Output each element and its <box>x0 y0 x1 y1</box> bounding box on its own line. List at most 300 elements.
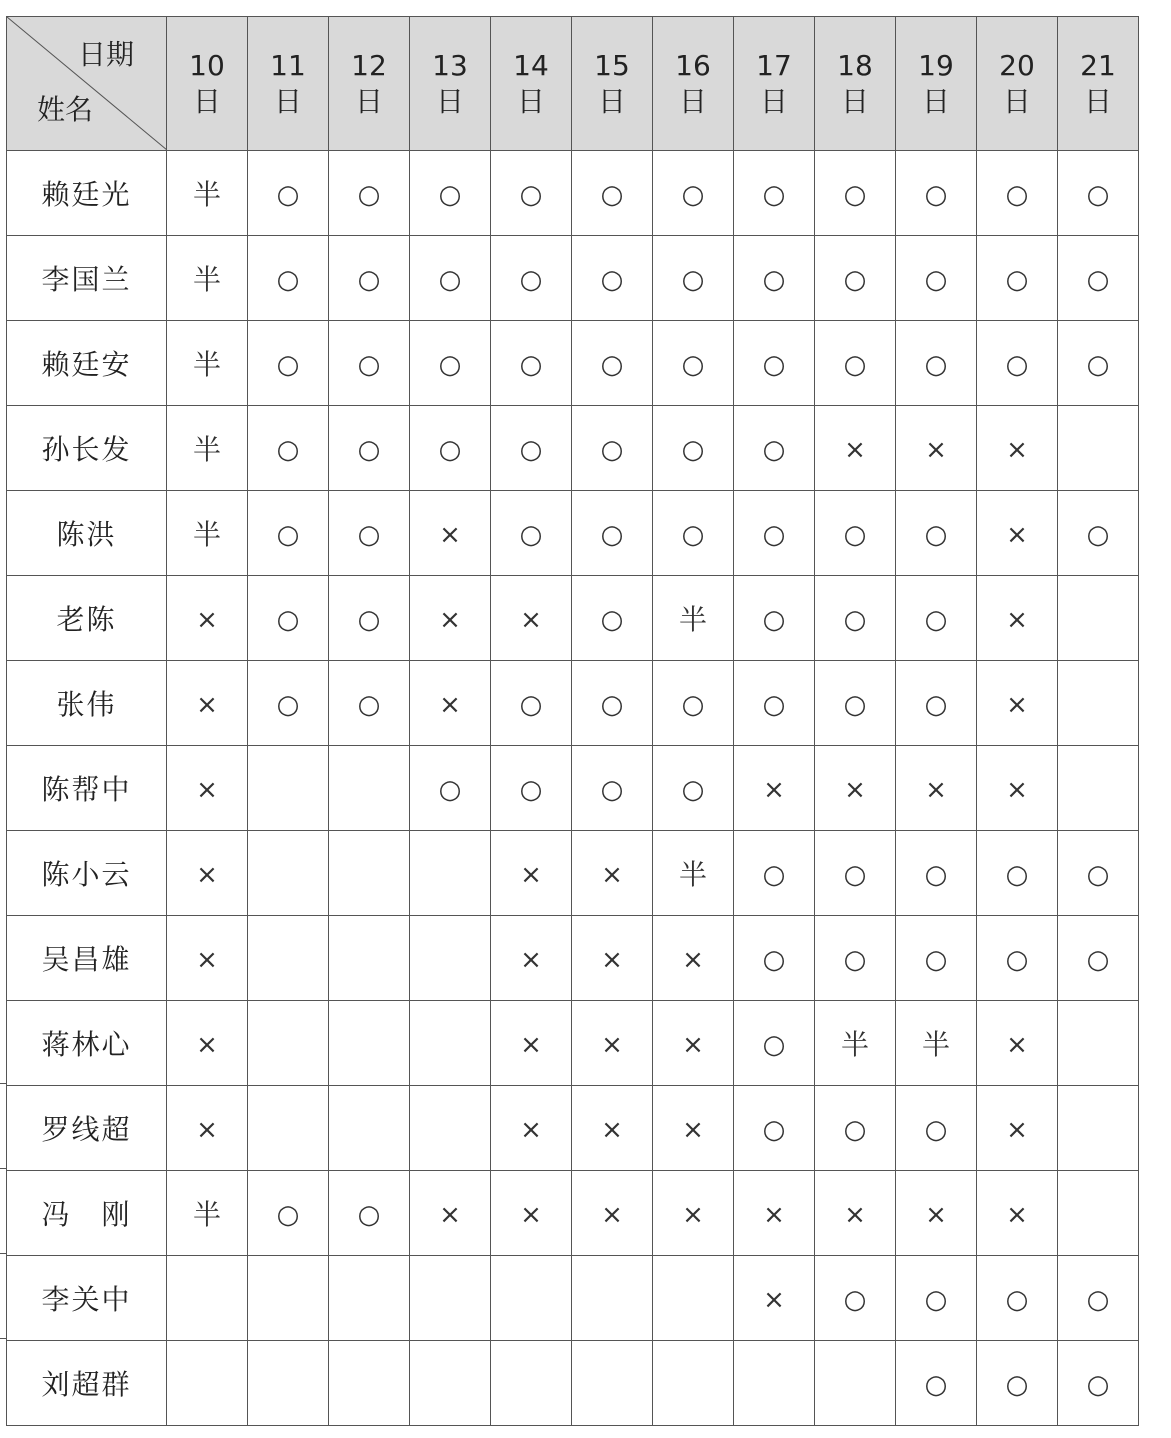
attendance-cell <box>1058 1171 1139 1256</box>
attendance-cell <box>329 1171 410 1256</box>
attendance-cell <box>248 1001 329 1086</box>
attendance-cell <box>734 236 815 321</box>
absent-mark: × <box>439 1199 461 1230</box>
day-number: 10 <box>189 48 225 82</box>
attendance-cell <box>572 831 653 916</box>
day-header-cell <box>491 17 572 151</box>
half-day-mark: 半 <box>192 178 221 211</box>
day-header-cell <box>896 17 977 151</box>
absent-mark: × <box>601 1199 623 1230</box>
full-day-mark: ○ <box>600 604 624 635</box>
attendance-cell <box>572 1001 653 1086</box>
table-row <box>7 746 1139 831</box>
day-unit: 日 <box>921 84 950 118</box>
person-name-cell: 冯 刚 <box>7 1171 167 1256</box>
full-day-mark: ○ <box>681 179 705 210</box>
attendance-cell <box>329 746 410 831</box>
full-day-mark: ○ <box>357 689 381 720</box>
attendance-cell <box>329 831 410 916</box>
full-day-mark: ○ <box>600 179 624 210</box>
day-unit: 日 <box>840 84 869 118</box>
full-day-mark: ○ <box>276 264 300 295</box>
day-number: 13 <box>432 48 468 82</box>
attendance-cell <box>977 1341 1058 1426</box>
attendance-cell <box>653 661 734 746</box>
full-day-mark: ○ <box>681 519 705 550</box>
attendance-cell <box>329 1341 410 1426</box>
attendance-cell <box>167 916 248 1001</box>
attendance-cell <box>329 406 410 491</box>
absent-mark: × <box>682 1029 704 1060</box>
absent-mark: × <box>196 1029 218 1060</box>
absent-mark: × <box>844 774 866 805</box>
absent-mark: × <box>763 1284 785 1315</box>
attendance-cell <box>734 746 815 831</box>
absent-mark: × <box>682 944 704 975</box>
full-day-mark: ○ <box>1086 349 1110 380</box>
attendance-cell <box>572 746 653 831</box>
table-row <box>7 1256 1139 1341</box>
full-day-mark: ○ <box>1005 349 1029 380</box>
attendance-cell <box>896 916 977 1001</box>
attendance-cell <box>653 151 734 236</box>
attendance-cell <box>491 661 572 746</box>
full-day-mark: ○ <box>681 349 705 380</box>
attendance-cell <box>815 1086 896 1171</box>
attendance-cell <box>491 321 572 406</box>
person-name-cell: 吴昌雄 <box>7 916 167 1001</box>
attendance-cell <box>572 916 653 1001</box>
attendance-cell <box>248 1171 329 1256</box>
attendance-cell <box>815 661 896 746</box>
full-day-mark: ○ <box>1086 179 1110 210</box>
attendance-cell <box>815 406 896 491</box>
full-day-mark: ○ <box>762 859 786 890</box>
attendance-cell <box>410 661 491 746</box>
day-number: 14 <box>513 48 549 82</box>
half-day-mark: 半 <box>192 518 221 551</box>
day-number: 20 <box>999 48 1035 82</box>
absent-mark: × <box>601 944 623 975</box>
absent-mark: × <box>196 859 218 890</box>
absent-mark: × <box>1006 434 1028 465</box>
attendance-cell <box>653 1086 734 1171</box>
full-day-mark: ○ <box>438 179 462 210</box>
attendance-cell <box>896 321 977 406</box>
full-day-mark: ○ <box>1005 944 1029 975</box>
attendance-table <box>6 16 1139 1426</box>
absent-mark: × <box>601 859 623 890</box>
full-day-mark: ○ <box>519 774 543 805</box>
attendance-cell <box>977 406 1058 491</box>
day-unit: 日 <box>1083 84 1112 118</box>
full-day-mark: ○ <box>681 264 705 295</box>
half-day-mark: 半 <box>192 433 221 466</box>
header-row <box>7 17 1139 151</box>
day-header-cell <box>167 17 248 151</box>
absent-mark: × <box>196 1114 218 1145</box>
full-day-mark: ○ <box>1005 179 1029 210</box>
attendance-cell <box>815 1256 896 1341</box>
attendance-cell <box>653 746 734 831</box>
attendance-cell <box>329 151 410 236</box>
full-day-mark: ○ <box>519 264 543 295</box>
absent-mark: × <box>520 1114 542 1145</box>
absent-mark: × <box>682 1199 704 1230</box>
attendance-cell <box>572 491 653 576</box>
full-day-mark: ○ <box>276 434 300 465</box>
day-header-cell <box>572 17 653 151</box>
full-day-mark: ○ <box>924 179 948 210</box>
attendance-cell <box>248 1086 329 1171</box>
full-day-mark: ○ <box>924 1369 948 1400</box>
absent-mark: × <box>682 1114 704 1145</box>
margin-tick <box>0 1338 6 1339</box>
attendance-cell <box>248 576 329 661</box>
full-day-mark: ○ <box>843 264 867 295</box>
day-header-cell <box>734 17 815 151</box>
attendance-cell <box>248 1341 329 1426</box>
full-day-mark: ○ <box>843 1114 867 1145</box>
full-day-mark: ○ <box>843 349 867 380</box>
full-day-mark: ○ <box>438 349 462 380</box>
full-day-mark: ○ <box>1005 1369 1029 1400</box>
full-day-mark: ○ <box>681 434 705 465</box>
attendance-cell <box>491 746 572 831</box>
absent-mark: × <box>763 1199 785 1230</box>
margin-tick <box>0 1083 6 1084</box>
absent-mark: × <box>520 1029 542 1060</box>
attendance-cell <box>491 1171 572 1256</box>
full-day-mark: ○ <box>519 519 543 550</box>
attendance-cell <box>572 1171 653 1256</box>
table-row <box>7 406 1139 491</box>
absent-mark: × <box>439 689 461 720</box>
full-day-mark: ○ <box>924 1284 948 1315</box>
attendance-cell <box>248 406 329 491</box>
absent-mark: × <box>1006 774 1028 805</box>
attendance-cell <box>815 236 896 321</box>
absent-mark: × <box>763 774 785 805</box>
full-day-mark: ○ <box>843 689 867 720</box>
half-day-mark: 半 <box>192 1198 221 1231</box>
attendance-cell <box>653 576 734 661</box>
full-day-mark: ○ <box>1005 859 1029 890</box>
full-day-mark: ○ <box>1086 1284 1110 1315</box>
full-day-mark: ○ <box>843 604 867 635</box>
table-row <box>7 151 1139 236</box>
attendance-cell <box>896 831 977 916</box>
attendance-cell <box>896 1086 977 1171</box>
attendance-cell <box>410 1171 491 1256</box>
attendance-cell <box>1058 236 1139 321</box>
attendance-cell <box>248 746 329 831</box>
absent-mark: × <box>196 944 218 975</box>
full-day-mark: ○ <box>519 689 543 720</box>
attendance-cell <box>1058 491 1139 576</box>
attendance-cell <box>329 916 410 1001</box>
attendance-cell <box>572 321 653 406</box>
attendance-cell <box>410 236 491 321</box>
day-number: 19 <box>918 48 954 82</box>
attendance-cell <box>410 1001 491 1086</box>
attendance-cell <box>977 1256 1058 1341</box>
attendance-cell <box>734 406 815 491</box>
day-unit: 日 <box>1002 84 1031 118</box>
attendance-cell <box>815 576 896 661</box>
full-day-mark: ○ <box>357 1199 381 1230</box>
attendance-cell <box>734 1086 815 1171</box>
attendance-cell <box>653 491 734 576</box>
attendance-cell <box>977 916 1058 1001</box>
attendance-cell <box>167 236 248 321</box>
attendance-cell <box>653 1171 734 1256</box>
absent-mark: × <box>439 519 461 550</box>
attendance-cell <box>167 746 248 831</box>
attendance-cell <box>167 1001 248 1086</box>
full-day-mark: ○ <box>357 519 381 550</box>
attendance-cell <box>491 151 572 236</box>
day-number: 15 <box>594 48 630 82</box>
table-row <box>7 1341 1139 1426</box>
attendance-cell <box>167 576 248 661</box>
absent-mark: × <box>196 774 218 805</box>
attendance-cell <box>167 406 248 491</box>
absent-mark: × <box>601 1029 623 1060</box>
attendance-cell <box>653 1256 734 1341</box>
attendance-cell <box>491 491 572 576</box>
full-day-mark: ○ <box>357 604 381 635</box>
day-header-cell <box>410 17 491 151</box>
attendance-cell <box>815 1341 896 1426</box>
attendance-cell <box>410 151 491 236</box>
full-day-mark: ○ <box>843 859 867 890</box>
day-unit: 日 <box>597 84 626 118</box>
full-day-mark: ○ <box>357 349 381 380</box>
full-day-mark: ○ <box>924 859 948 890</box>
attendance-cell <box>1058 1341 1139 1426</box>
full-day-mark: ○ <box>600 434 624 465</box>
attendance-cell <box>491 1086 572 1171</box>
attendance-cell <box>896 576 977 661</box>
full-day-mark: ○ <box>357 179 381 210</box>
attendance-cell <box>329 491 410 576</box>
attendance-cell <box>1058 746 1139 831</box>
attendance-cell <box>1058 1086 1139 1171</box>
full-day-mark: ○ <box>438 434 462 465</box>
attendance-cell <box>896 1341 977 1426</box>
attendance-cell <box>329 321 410 406</box>
attendance-cell <box>167 1171 248 1256</box>
attendance-cell <box>734 151 815 236</box>
attendance-cell <box>329 1086 410 1171</box>
absent-mark: × <box>1006 1029 1028 1060</box>
attendance-cell <box>410 831 491 916</box>
full-day-mark: ○ <box>438 774 462 805</box>
person-name-cell: 李关中 <box>7 1256 167 1341</box>
attendance-cell <box>491 576 572 661</box>
attendance-cell <box>734 576 815 661</box>
attendance-cell <box>734 1171 815 1256</box>
attendance-cell <box>329 661 410 746</box>
margin-tick <box>0 1253 6 1254</box>
attendance-cell <box>977 1001 1058 1086</box>
full-day-mark: ○ <box>1086 519 1110 550</box>
attendance-cell <box>734 321 815 406</box>
attendance-cell <box>977 576 1058 661</box>
day-unit: 日 <box>759 84 788 118</box>
day-header-cell <box>977 17 1058 151</box>
day-number: 12 <box>351 48 387 82</box>
attendance-cell <box>977 1171 1058 1256</box>
half-day-mark: 半 <box>840 1028 869 1061</box>
attendance-cell <box>815 321 896 406</box>
attendance-cell <box>1058 321 1139 406</box>
attendance-cell <box>248 661 329 746</box>
attendance-cell <box>410 1341 491 1426</box>
absent-mark: × <box>196 689 218 720</box>
attendance-cell <box>572 236 653 321</box>
full-day-mark: ○ <box>276 349 300 380</box>
day-number: 11 <box>270 48 306 82</box>
full-day-mark: ○ <box>600 519 624 550</box>
table-row <box>7 321 1139 406</box>
attendance-cell <box>248 151 329 236</box>
full-day-mark: ○ <box>924 1114 948 1145</box>
attendance-cell <box>896 406 977 491</box>
full-day-mark: ○ <box>924 349 948 380</box>
corner-date-label: 日期 <box>77 38 134 71</box>
half-day-mark: 半 <box>921 1028 950 1061</box>
full-day-mark: ○ <box>357 434 381 465</box>
attendance-cell <box>491 1256 572 1341</box>
attendance-cell <box>329 576 410 661</box>
full-day-mark: ○ <box>762 689 786 720</box>
attendance-cell <box>329 1001 410 1086</box>
full-day-mark: ○ <box>1086 859 1110 890</box>
full-day-mark: ○ <box>438 264 462 295</box>
attendance-cell <box>410 916 491 1001</box>
full-day-mark: ○ <box>1086 944 1110 975</box>
attendance-cell <box>977 831 1058 916</box>
attendance-cell <box>896 151 977 236</box>
person-name-cell: 罗线超 <box>7 1086 167 1171</box>
attendance-cell <box>977 661 1058 746</box>
attendance-cell <box>896 491 977 576</box>
attendance-cell <box>734 831 815 916</box>
attendance-cell <box>896 236 977 321</box>
attendance-cell <box>572 1256 653 1341</box>
attendance-cell <box>491 916 572 1001</box>
half-day-mark: 半 <box>192 263 221 296</box>
attendance-cell <box>248 236 329 321</box>
attendance-cell <box>572 1341 653 1426</box>
attendance-cell <box>977 746 1058 831</box>
day-unit: 日 <box>273 84 302 118</box>
absent-mark: × <box>520 604 542 635</box>
table-row <box>7 491 1139 576</box>
person-name-cell: 赖廷安 <box>7 321 167 406</box>
full-day-mark: ○ <box>762 179 786 210</box>
attendance-cell <box>572 1086 653 1171</box>
attendance-cell <box>977 1086 1058 1171</box>
attendance-cell <box>977 321 1058 406</box>
absent-mark: × <box>520 1199 542 1230</box>
absent-mark: × <box>1006 689 1028 720</box>
absent-mark: × <box>601 1114 623 1145</box>
day-header-cell <box>653 17 734 151</box>
attendance-cell <box>572 576 653 661</box>
attendance-cell <box>653 1001 734 1086</box>
absent-mark: × <box>844 1199 866 1230</box>
full-day-mark: ○ <box>762 519 786 550</box>
full-day-mark: ○ <box>762 1114 786 1145</box>
half-day-mark: 半 <box>192 348 221 381</box>
full-day-mark: ○ <box>843 1284 867 1315</box>
full-day-mark: ○ <box>924 519 948 550</box>
full-day-mark: ○ <box>1005 264 1029 295</box>
person-name-cell: 老陈 <box>7 576 167 661</box>
attendance-cell <box>734 916 815 1001</box>
attendance-cell <box>815 746 896 831</box>
person-name-cell: 陈帮中 <box>7 746 167 831</box>
attendance-cell <box>815 491 896 576</box>
full-day-mark: ○ <box>600 689 624 720</box>
attendance-cell <box>248 491 329 576</box>
absent-mark: × <box>520 859 542 890</box>
attendance-cell <box>248 831 329 916</box>
half-day-mark: 半 <box>678 603 707 636</box>
full-day-mark: ○ <box>519 349 543 380</box>
person-name-cell: 李国兰 <box>7 236 167 321</box>
attendance-cell <box>329 1256 410 1341</box>
person-name-cell: 陈小云 <box>7 831 167 916</box>
person-name-cell: 刘超群 <box>7 1341 167 1426</box>
attendance-cell <box>167 1086 248 1171</box>
attendance-cell <box>167 661 248 746</box>
full-day-mark: ○ <box>276 1199 300 1230</box>
day-header-cell <box>815 17 896 151</box>
day-header-cell <box>329 17 410 151</box>
attendance-cell <box>248 1256 329 1341</box>
full-day-mark: ○ <box>519 434 543 465</box>
attendance-cell <box>167 491 248 576</box>
day-header-cell <box>1058 17 1139 151</box>
day-number: 17 <box>756 48 792 82</box>
full-day-mark: ○ <box>1086 264 1110 295</box>
absent-mark: × <box>439 604 461 635</box>
full-day-mark: ○ <box>519 179 543 210</box>
full-day-mark: ○ <box>843 944 867 975</box>
person-name-cell: 蒋林心 <box>7 1001 167 1086</box>
attendance-cell <box>1058 661 1139 746</box>
absent-mark: × <box>925 434 947 465</box>
full-day-mark: ○ <box>762 264 786 295</box>
table-row <box>7 1001 1139 1086</box>
attendance-cell <box>491 236 572 321</box>
attendance-cell <box>734 1001 815 1086</box>
attendance-cell <box>896 1256 977 1341</box>
attendance-cell <box>1058 576 1139 661</box>
attendance-cell <box>1058 831 1139 916</box>
day-unit: 日 <box>435 84 464 118</box>
full-day-mark: ○ <box>762 434 786 465</box>
table-row <box>7 576 1139 661</box>
full-day-mark: ○ <box>600 349 624 380</box>
absent-mark: × <box>844 434 866 465</box>
day-number: 16 <box>675 48 711 82</box>
attendance-cell <box>1058 406 1139 491</box>
